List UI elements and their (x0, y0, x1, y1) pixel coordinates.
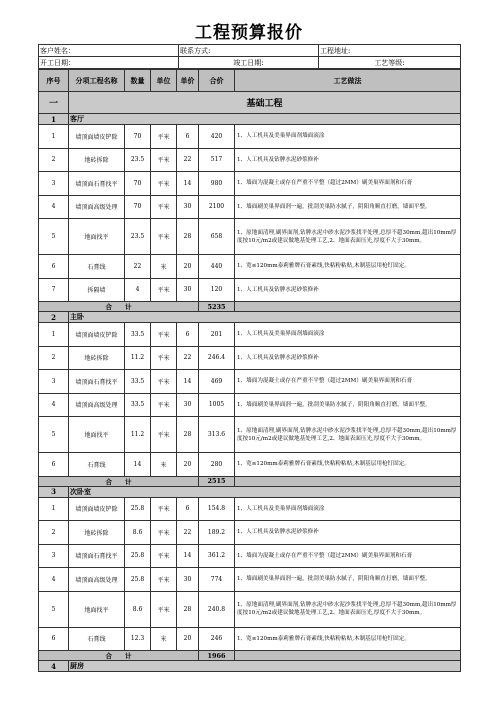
section-row (39, 92, 461, 114)
cell-qty: 33.5 (125, 393, 151, 417)
cell-no: 1 (39, 497, 69, 521)
cell-item: 墙顶面高级处理 (69, 393, 125, 417)
cell-price: 30 (177, 393, 199, 417)
cell-unit: 平米 (151, 544, 177, 568)
cell-method: 1、宽≤120mm泰莉雅牌石膏素线,快粘粉粘贴,木制基层用枪钉固定。 (235, 255, 461, 279)
cell-qty: 70 (125, 195, 151, 219)
cell-price: 22 (177, 521, 199, 545)
cell-price: 28 (177, 591, 199, 627)
room-no: 3 (39, 486, 69, 497)
cell-total: 240.8 (199, 591, 235, 627)
cell-method: 1、原地面清理,刷界面剂,钻脾水泥中砂水泥沙浆找平处理,总厚不超30mm,超出10mm厚度按10元/m2或建议做地基处理工艺,2、地面表面压光,厚度不大于30mm。 (235, 591, 461, 627)
table-row (39, 346, 461, 370)
cell-price: 14 (177, 172, 199, 196)
cell-method: 1、宽≤120mm泰莉雅牌石膏素线,快粘粉粘贴,木制基层用枪钉固定。 (235, 453, 461, 477)
room-row (39, 486, 461, 497)
cell-unit: 平米 (151, 346, 177, 370)
cell-price: 14 (177, 544, 199, 568)
cell-item: 墙顶面石膏找平 (69, 544, 125, 568)
table-row (39, 255, 461, 279)
table-row (39, 323, 461, 347)
cell-item: 石膏线 (69, 453, 125, 477)
cell-qty: 23.5 (125, 219, 151, 255)
cell-price: 28 (177, 219, 199, 255)
address-label: 工程地址: (319, 45, 461, 57)
cell-price: 30 (177, 195, 199, 219)
cell-price: 30 (177, 568, 199, 592)
cell-method: 1、墙面为混凝土或存在严重不平整（超过2MM）刷美巢界面剂和石膏 (235, 370, 461, 394)
table-row (39, 195, 461, 219)
table-row (39, 591, 461, 627)
cell-unit: 平米 (151, 278, 177, 302)
cell-qty: 8.6 (125, 591, 151, 627)
cell-qty: 23.5 (125, 148, 151, 172)
cell-total: 517 (199, 148, 235, 172)
cell-item: 地砖拆除 (69, 148, 125, 172)
section-name: 基础工程 (69, 92, 461, 114)
cell-total: 280 (199, 453, 235, 477)
cell-qty: 22 (125, 255, 151, 279)
cell-no: 1 (39, 323, 69, 347)
start-date-label: 开工日期： (39, 57, 179, 69)
cell-method: 1、墙面刷美巢界面剂一遍，批刮美巢防水腻子，阴阳角顺直打磨，墙面平整。 (235, 568, 461, 592)
table-row (39, 544, 461, 568)
cell-item: 地面找平 (69, 219, 125, 255)
cell-no: 2 (39, 521, 69, 545)
cell-no: 6 (39, 627, 69, 651)
cell-unit: 平米 (151, 591, 177, 627)
cell-qty: 25.8 (125, 568, 151, 592)
cell-no: 5 (39, 591, 69, 627)
cell-price: 6 (177, 125, 199, 149)
cell-no: 4 (39, 393, 69, 417)
cell-method: 1、宽≤120mm泰莉雅牌石膏素线,快粘粉粘贴,木制基层用枪钉固定。 (235, 627, 461, 651)
cell-total: 658 (199, 219, 235, 255)
cell-unit: 平米 (151, 172, 177, 196)
cell-total: 313.6 (199, 417, 235, 453)
header-no: 序号 (39, 70, 69, 92)
cell-no: 3 (39, 544, 69, 568)
cell-total: 980 (199, 172, 235, 196)
cell-method: 1、墙面刷美巢界面剂一遍，批刮美巢防水腻子，阴阳角顺直打磨，墙面平整。 (235, 195, 461, 219)
cell-no: 6 (39, 255, 69, 279)
cell-qty: 70 (125, 172, 151, 196)
budget-sheet (38, 22, 460, 672)
cell-total: 1005 (199, 393, 235, 417)
section-no: 一 (39, 92, 69, 114)
subtotal-label: 合 计 (39, 651, 199, 661)
cell-unit: 平米 (151, 219, 177, 255)
header-unit: 单位 (151, 70, 177, 92)
cell-qty: 14 (125, 453, 151, 477)
subtotal-label: 合 计 (39, 476, 199, 486)
cell-item: 拆隔墙 (69, 278, 125, 302)
cell-method: 1、人工机具及美巢界面剂墙面滚涂 (235, 125, 461, 149)
cell-no: 5 (39, 219, 69, 255)
cell-method: 1、人工机具及钻脾水泥砂浆修补 (235, 521, 461, 545)
cell-qty: 11.2 (125, 346, 151, 370)
cell-item: 墙顶面石膏找平 (69, 370, 125, 394)
room-name: 客厅 (69, 114, 461, 125)
cell-method: 1、墙面刷美巢界面剂一遍，批刮美巢防水腻子，阴阳角顺直打磨，墙面平整。 (235, 393, 461, 417)
cell-qty: 12.3 (125, 627, 151, 651)
cell-item: 墙顶面高级处理 (69, 195, 125, 219)
sheet-title: 工程预算报价 (195, 23, 303, 43)
table-row (39, 497, 461, 521)
cell-qty: 25.8 (125, 497, 151, 521)
subtotal-empty (235, 302, 461, 312)
cell-total: 774 (199, 568, 235, 592)
header-qty: 数量 (125, 70, 151, 92)
cell-no: 5 (39, 417, 69, 453)
cell-price: 6 (177, 323, 199, 347)
cell-item: 地砖拆除 (69, 346, 125, 370)
cell-unit: 平米 (151, 393, 177, 417)
cell-total: 2100 (199, 195, 235, 219)
cell-unit: 平米 (151, 370, 177, 394)
cell-method: 1、人工机具及钻脾水泥砂浆修补 (235, 346, 461, 370)
cell-qty: 25.8 (125, 544, 151, 568)
room-no: 2 (39, 312, 69, 323)
cell-unit: 平米 (151, 417, 177, 453)
table-row (39, 148, 461, 172)
subtotal-label: 合 计 (39, 302, 199, 312)
table-row (39, 219, 461, 255)
room-no: 4 (39, 661, 69, 672)
cell-price: 20 (177, 255, 199, 279)
header-total: 合价 (199, 70, 235, 92)
cell-unit: 米 (151, 453, 177, 477)
subtotal-empty (235, 476, 461, 486)
cell-total: 440 (199, 255, 235, 279)
cell-qty: 70 (125, 125, 151, 149)
budget-table (38, 69, 461, 672)
room-row (39, 661, 461, 672)
header-method: 工艺做法 (235, 70, 461, 92)
cell-item: 墙顶面高级处理 (69, 568, 125, 592)
cell-method: 1、原地面清理,刷界面剂,钻脾水泥中砂水泥沙浆找平处理,总厚不超30mm,超出10mm厚度按10元/m2或建议做地基处理工艺,2、地面表面压光,厚度不大于30mm。 (235, 219, 461, 255)
cell-no: 4 (39, 568, 69, 592)
table-row (39, 278, 461, 302)
cell-unit: 平米 (151, 125, 177, 149)
cell-unit: 平米 (151, 521, 177, 545)
table-row (39, 568, 461, 592)
cell-total: 201 (199, 323, 235, 347)
table-row (39, 370, 461, 394)
room-row (39, 114, 461, 125)
header-item: 分项工程名称 (69, 70, 125, 92)
cell-unit: 平米 (151, 568, 177, 592)
finish-date-label: 竣工日期: (179, 57, 319, 69)
cell-method: 1、原地面清理,刷界面剂,钻脾水泥中砂水泥沙浆找平处理,总厚不超30mm,超出10mm厚度按10元/m2或建议做地基处理工艺,2、地面表面压光,厚度不大于30mm。 (235, 417, 461, 453)
cell-item: 石膏线 (69, 255, 125, 279)
table-row (39, 393, 461, 417)
cell-qty: 4 (125, 278, 151, 302)
cell-price: 28 (177, 417, 199, 453)
cell-item: 地砖拆除 (69, 521, 125, 545)
cell-method: 1、墙面为混凝土或存在严重不平整（超过2MM）刷美巢界面剂和石膏 (235, 544, 461, 568)
cell-method: 1、墙面为混凝土或存在严重不平整（超过2MM）刷美巢界面剂和石膏 (235, 172, 461, 196)
room-name: 厨房 (69, 661, 461, 672)
contact-label: 联系方式: (179, 45, 319, 57)
client-name-label: 客户姓名： (39, 45, 179, 57)
cell-price: 14 (177, 370, 199, 394)
cell-price: 30 (177, 278, 199, 302)
cell-total: 246.4 (199, 346, 235, 370)
room-row (39, 312, 461, 323)
cell-total: 189.2 (199, 521, 235, 545)
craft-level-label: 工艺等级: (319, 57, 461, 69)
cell-price: 22 (177, 148, 199, 172)
subtotal-value: 1966 (199, 651, 235, 661)
cell-total: 246 (199, 627, 235, 651)
cell-method: 1、人工机具及美巢界面剂墙面滚涂 (235, 497, 461, 521)
cell-unit: 平米 (151, 195, 177, 219)
cell-method: 1、人工机具及钻脾水泥砂浆修补 (235, 278, 461, 302)
cell-total: 120 (199, 278, 235, 302)
cell-item: 石膏线 (69, 627, 125, 651)
subtotal-row (39, 302, 461, 312)
cell-no: 7 (39, 278, 69, 302)
table-row (39, 521, 461, 545)
cell-price: 20 (177, 627, 199, 651)
cell-no: 3 (39, 370, 69, 394)
cell-item: 墙顶面墙皮铲除 (69, 497, 125, 521)
cell-qty: 8.6 (125, 521, 151, 545)
header-row (39, 70, 461, 92)
cell-no: 6 (39, 453, 69, 477)
cell-total: 420 (199, 125, 235, 149)
cell-method: 1、人工机具及美巢界面剂墙面滚涂 (235, 323, 461, 347)
header-price: 单价 (177, 70, 199, 92)
room-name: 主卧 (69, 312, 461, 323)
cell-no: 2 (39, 148, 69, 172)
subtotal-row (39, 651, 461, 661)
cell-method: 1、人工机具及钻脾水泥砂浆修补 (235, 148, 461, 172)
subtotal-value: 5235 (199, 302, 235, 312)
cell-no: 2 (39, 346, 69, 370)
cell-item: 地面找平 (69, 417, 125, 453)
cell-item: 墙顶面墙皮铲除 (69, 125, 125, 149)
cell-total: 361.2 (199, 544, 235, 568)
cell-no: 4 (39, 195, 69, 219)
table-row (39, 417, 461, 453)
cell-unit: 平米 (151, 497, 177, 521)
cell-item: 墙顶面石膏找平 (69, 172, 125, 196)
cell-unit: 平米 (151, 323, 177, 347)
cell-unit: 米 (151, 255, 177, 279)
cell-qty: 33.5 (125, 323, 151, 347)
table-row (39, 125, 461, 149)
room-name: 次卧室 (69, 486, 461, 497)
info-table (38, 44, 461, 69)
room-no: 1 (39, 114, 69, 125)
cell-unit: 平米 (151, 148, 177, 172)
cell-price: 22 (177, 346, 199, 370)
cell-unit: 米 (151, 627, 177, 651)
table-row (39, 172, 461, 196)
table-row (39, 453, 461, 477)
cell-no: 3 (39, 172, 69, 196)
cell-no: 1 (39, 125, 69, 149)
cell-item: 地面找平 (69, 591, 125, 627)
subtotal-value: 2515 (199, 476, 235, 486)
cell-qty: 11.2 (125, 417, 151, 453)
table-row (39, 627, 461, 651)
cell-qty: 33.5 (125, 370, 151, 394)
subtotal-row (39, 476, 461, 486)
subtotal-empty (235, 651, 461, 661)
cell-total: 469 (199, 370, 235, 394)
cell-item: 墙顶面墙皮铲除 (69, 323, 125, 347)
cell-price: 20 (177, 453, 199, 477)
cell-price: 6 (177, 497, 199, 521)
cell-total: 154.8 (199, 497, 235, 521)
